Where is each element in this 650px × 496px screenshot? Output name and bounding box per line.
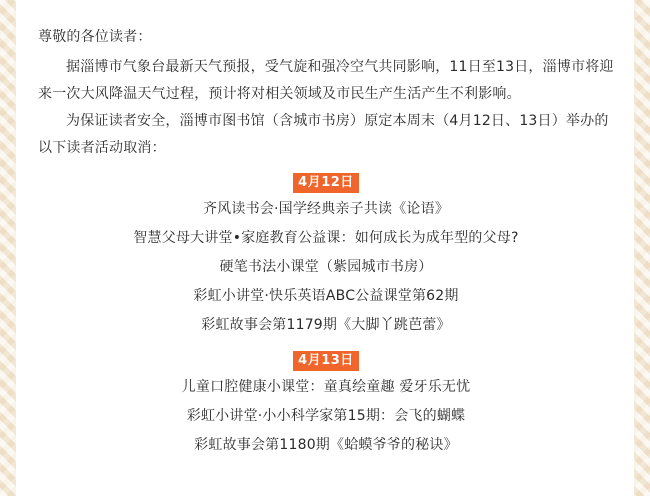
event-list-day2 <box>38 373 614 460</box>
event-item: 彩虹故事会第1180期《蛤蟆爷爷的秘诀》 <box>194 437 458 453</box>
event-item: 智慧父母大讲堂•家庭教育公益课：如何成长为成年型的父母? <box>133 230 519 246</box>
notice-paragraph-cancellation: 为保证读者安全，淄博市图书馆（含城市书房）原定本周末（4月12日、13日）举办的以下读者活动取消： <box>38 113 609 156</box>
notice-paragraph-weather: 据淄博市气象台最新天气预报，受气旋和强冷空气共同影响，11日至13日，淄博市将迎来一次大风降温天气过程，预计将对相关领域及市民生产生活产生不利影响。 <box>38 59 614 102</box>
date-header-day2 <box>38 349 614 369</box>
event-item: 齐风读书会·国学经典亲子共读《论语》 <box>202 201 450 217</box>
notice-card <box>16 0 634 496</box>
salutation: 尊敬的各位读者： <box>38 29 152 45</box>
event-item: 彩虹小讲堂·快乐英语ABC公益课堂第62期 <box>193 288 459 304</box>
date-header-day1 <box>38 171 614 191</box>
event-item: 彩虹故事会第1179期《大脚丫跳芭蕾》 <box>201 317 451 333</box>
date-tag: 4月13日 <box>293 351 359 371</box>
date-tag: 4月12日 <box>293 173 359 193</box>
event-list-day1 <box>38 195 614 340</box>
event-item: 儿童口腔健康小课堂：童真绘童趣 爱牙乐无忧 <box>181 379 471 395</box>
event-item: 硬笔书法小课堂（紫园城市书房） <box>219 259 433 275</box>
event-item: 彩虹小讲堂·小小科学家第15期：会飞的蝴蝶 <box>186 408 466 424</box>
